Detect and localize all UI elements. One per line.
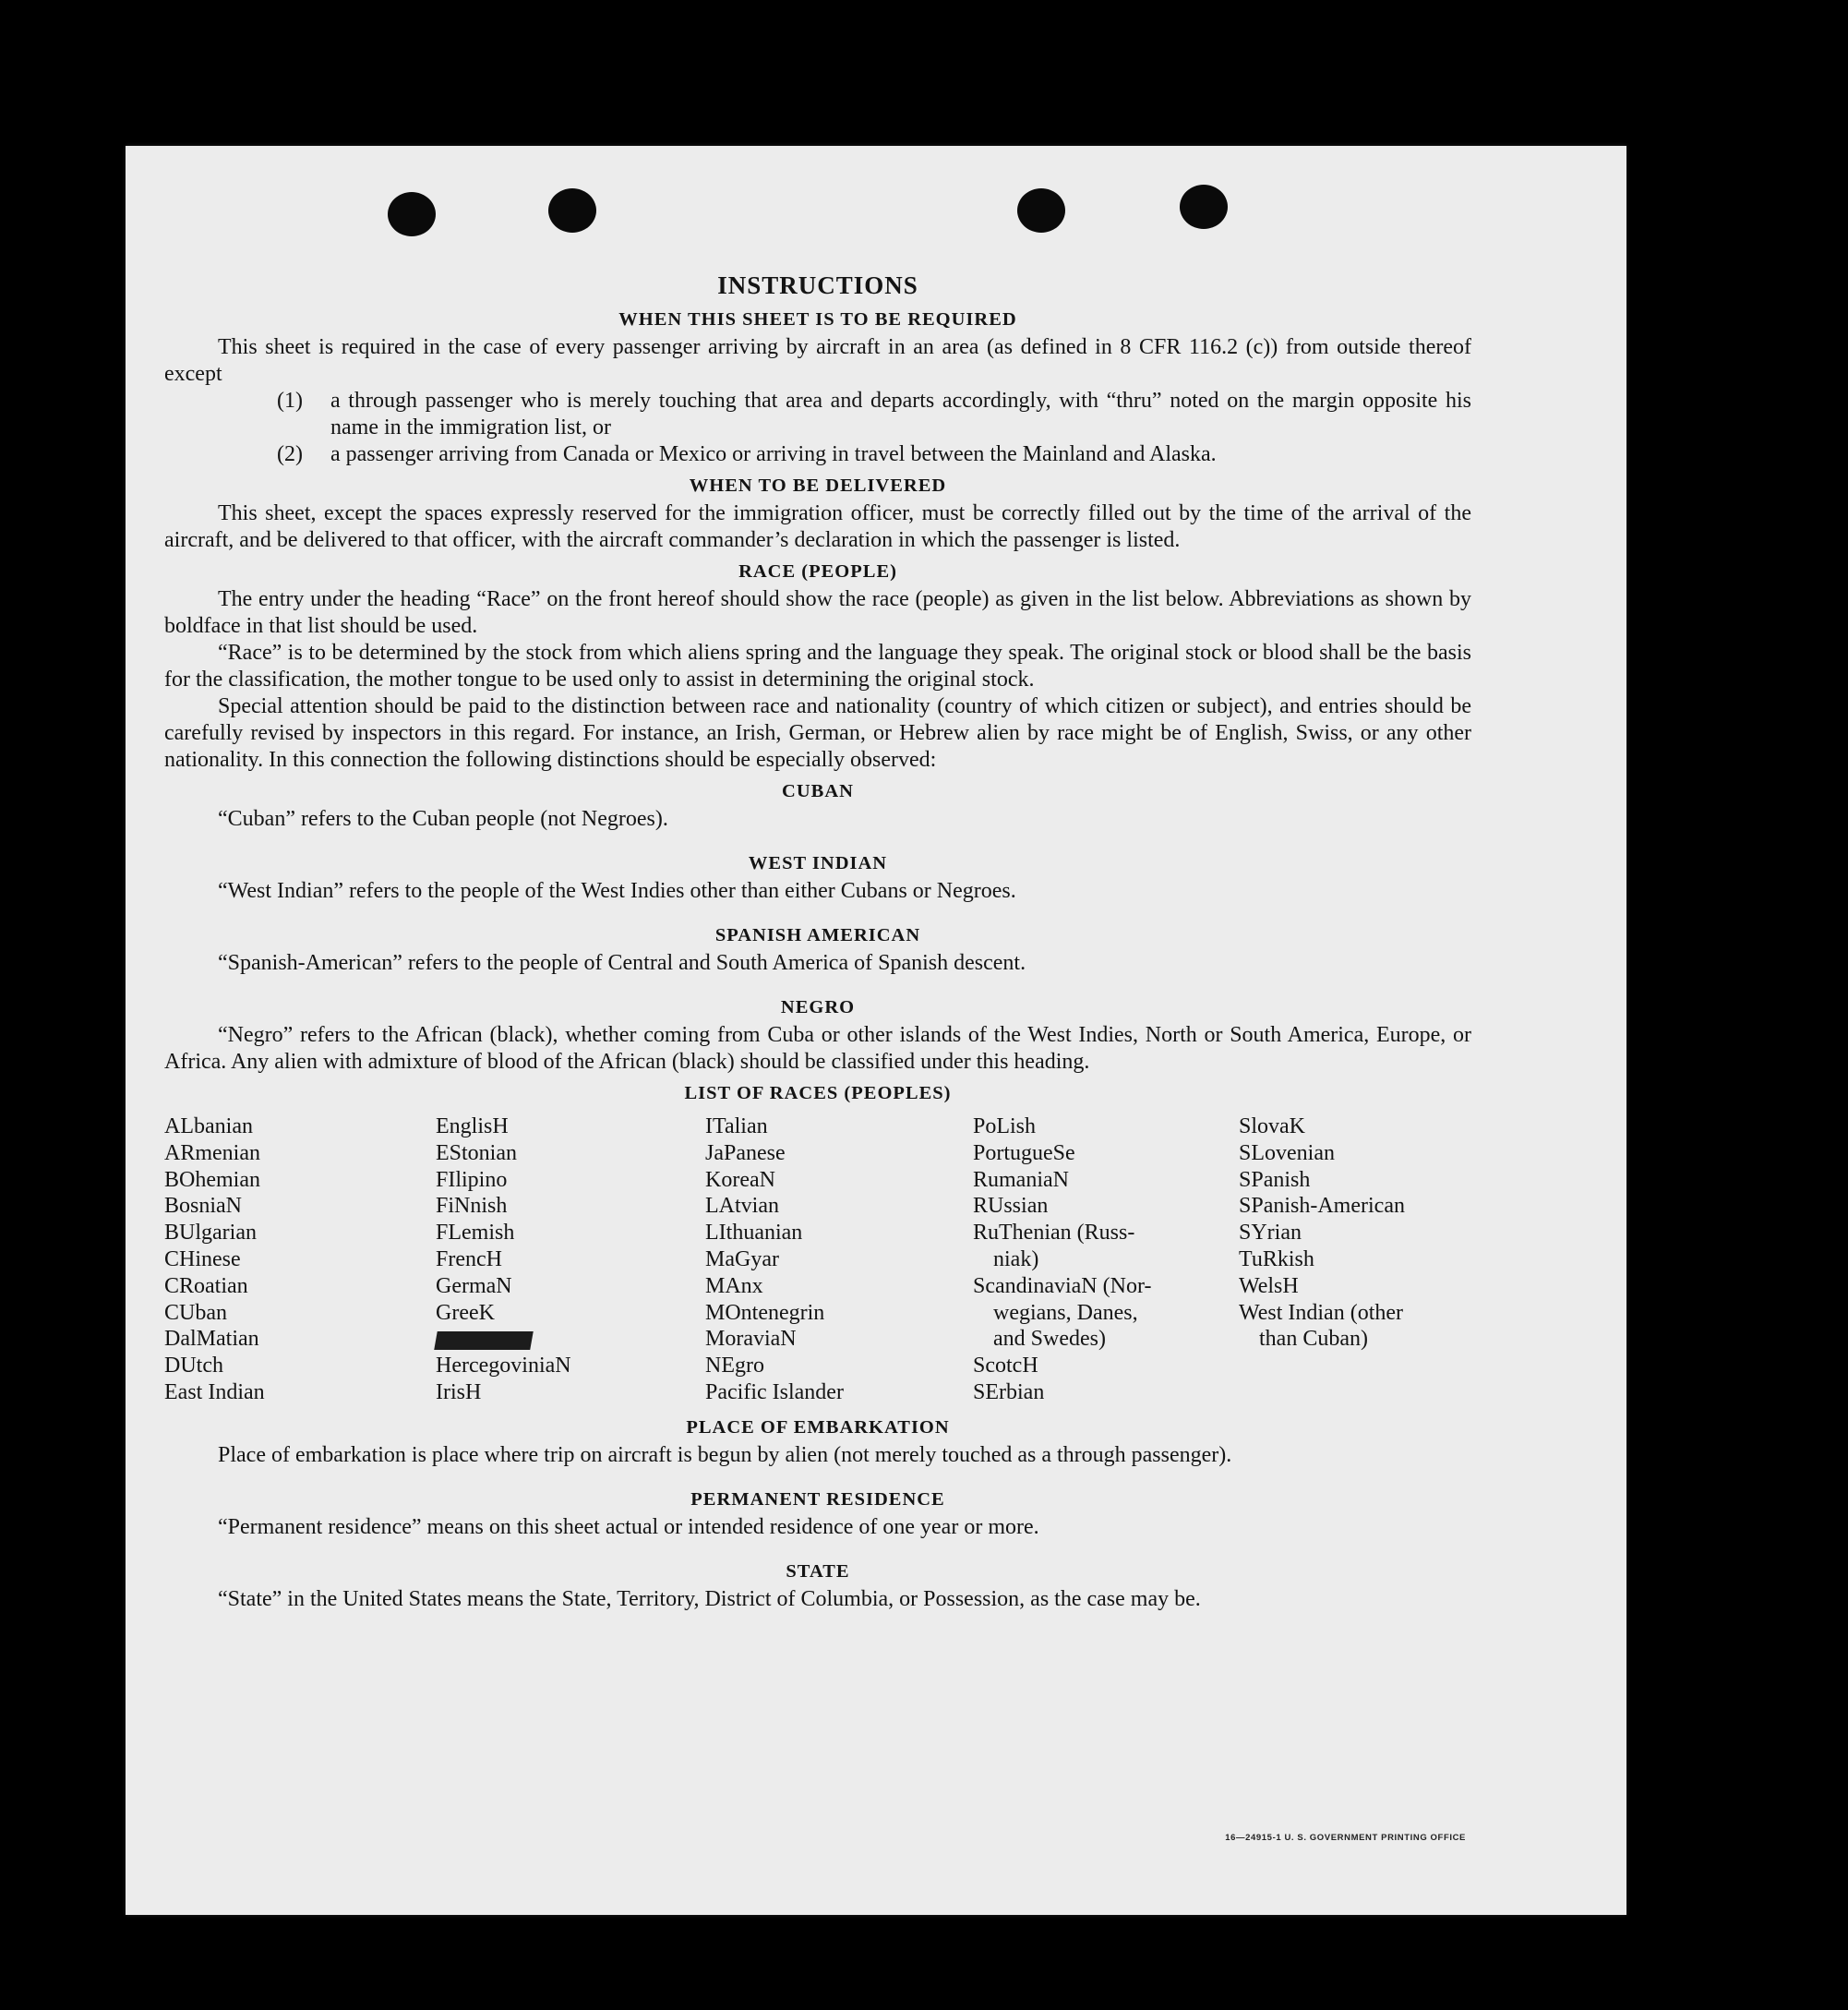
punch-hole <box>548 188 596 233</box>
race-entry: IrisH <box>436 1379 482 1404</box>
race-entry: SYrian <box>1239 1221 1302 1246</box>
race-entry: EnglisH <box>436 1114 509 1138</box>
race-entry-continuation: and Swedes) <box>993 1327 1106 1352</box>
race-entry: EStonian <box>436 1140 517 1165</box>
race-entry: Pacific Islander <box>705 1379 844 1404</box>
race-entry: NEgro <box>705 1354 764 1378</box>
race-entry: LAtvian <box>705 1194 779 1219</box>
section-heading-required: WHEN THIS SHEET IS TO BE REQUIRED <box>618 309 1017 330</box>
race-entry: FLemish <box>436 1221 515 1246</box>
race-entry: CHinese <box>164 1246 241 1271</box>
race-entry: MOntenegrin <box>705 1300 825 1325</box>
cuban-text: “Cuban” refers to the Cuban people (not Negroes). <box>218 807 668 831</box>
race-entry: RuThenian (Russ- <box>973 1221 1135 1246</box>
section-heading-spanish-american: SPANISH AMERICAN <box>714 925 921 945</box>
race-entry: JaPanese <box>705 1140 786 1165</box>
redacted-entry <box>436 1326 705 1353</box>
race-entry: FrencH <box>436 1246 502 1271</box>
race-entry-continuation: niak) <box>993 1246 1039 1271</box>
race-entry-continuation: wegians, Danes, <box>993 1300 1138 1325</box>
section-heading-cuban: CUBAN <box>782 781 854 801</box>
race-entry: KoreaN <box>705 1167 775 1192</box>
race-entry: ITalian <box>705 1114 768 1138</box>
section-heading-delivered: WHEN TO BE DELIVERED <box>689 475 947 496</box>
instructions-content <box>164 271 1471 1613</box>
section-heading-embarkation: PLACE OF EMBARKATION <box>686 1416 950 1438</box>
embarkation-text: Place of embarkation is place where trip on aircraft is begun by alien (not merely touched as a through passenger). <box>218 1442 1232 1467</box>
section-heading-races-list: LIST OF RACES (PEOPLES) <box>684 1083 952 1103</box>
section-heading-negro: NEGRO <box>780 997 856 1017</box>
race-entry: PoLish <box>973 1114 1037 1138</box>
spanish-american-text: “Spanish-American” refers to the people of Central and South America of Spanish descent. <box>218 951 1026 975</box>
race-entry: RUssian <box>973 1194 1049 1219</box>
race-entry: DalMatian <box>164 1327 259 1352</box>
state-text: “State” in the United States means the State, Territory, District of Columbia, or Possession, as the case may be. <box>218 1586 1201 1611</box>
race-entry: East Indian <box>164 1379 265 1404</box>
required-intro: This sheet is required in the case of every passenger arriving by aircraft in an area (as defined in 8 CFR 116.2 (c)) from outside thereof except <box>164 335 1471 386</box>
race-entry: CRoatian <box>164 1273 248 1298</box>
race-entry: SPanish <box>1239 1167 1311 1192</box>
race-entry: DUtch <box>164 1354 223 1378</box>
race-paragraph: Special attention should be paid to the distinction between race and nationality (country of which citizen or subject), and entries should be carefully revised by inspectors in this regard. For instance, an Irish, German, or Hebrew alien by race might be of English, Swiss, or any other nationality. In this connection the following distinctions should be especially observed: <box>164 694 1471 772</box>
race-entry-continuation: than Cuban) <box>1259 1327 1368 1352</box>
race-entry <box>1239 1379 1471 1406</box>
race-entry: TuRkish <box>1239 1246 1314 1271</box>
section-heading-west-indian: WEST INDIAN <box>748 853 888 873</box>
list-item-number: (2) <box>277 442 303 466</box>
race-entry <box>1239 1353 1471 1379</box>
race-entry: BUlgarian <box>164 1221 257 1246</box>
list-item <box>277 388 1471 441</box>
page-title: INSTRUCTIONS <box>717 271 918 299</box>
document-sheet <box>126 146 1626 1915</box>
list-item <box>277 441 1471 468</box>
list-item-text: a passenger arriving from Canada or Mexico or arriving in travel between the Mainland and Alaska. <box>330 442 1217 466</box>
race-entry: SErbian <box>973 1379 1045 1404</box>
printer-mark: 16—24915-1 U. S. GOVERNMENT PRINTING OFFICE <box>1225 1833 1466 1843</box>
section-heading-race: RACE (PEOPLE) <box>738 561 897 582</box>
race-entry: SlovaK <box>1239 1114 1305 1138</box>
race-entry: BosniaN <box>164 1194 242 1219</box>
residence-text: “Permanent residence” means on this sheet actual or intended residence of one year or more. <box>218 1514 1039 1539</box>
section-heading-state: STATE <box>786 1560 850 1582</box>
punch-hole <box>388 192 436 236</box>
race-entry: ARmenian <box>164 1140 260 1165</box>
race-entry: HercegoviniaN <box>436 1354 571 1378</box>
race-entry: BOhemian <box>164 1167 260 1192</box>
race-paragraph: “Race” is to be determined by the stock from which aliens spring and the language they speak. The original stock or blood shall be the basis for the classification, the mother tongue to be used only to assist in determining the original stock. <box>164 641 1471 692</box>
list-item-text: a through passenger who is merely touching that area and departs accordingly, with “thru” noted on the margin opposite his name in the immigration list, or <box>330 389 1471 439</box>
punch-hole <box>1180 185 1228 229</box>
race-entry: MAnx <box>705 1273 763 1298</box>
race-entry: PortugueSe <box>973 1140 1075 1165</box>
race-entry: FIlipino <box>436 1167 508 1192</box>
list-item-number: (1) <box>277 389 303 413</box>
section-heading-residence: PERMANENT RESIDENCE <box>690 1488 945 1510</box>
race-entry: LIthuanian <box>705 1221 803 1246</box>
race-entry: MoraviaN <box>705 1327 797 1352</box>
race-entry: ALbanian <box>164 1114 253 1138</box>
race-entry: West Indian (other <box>1239 1300 1404 1325</box>
race-entry: SPanish-American <box>1239 1194 1405 1219</box>
race-entry: CUban <box>164 1300 227 1325</box>
west-indian-text: “West Indian” refers to the people of the West Indies other than either Cubans or Negroes. <box>218 879 1016 903</box>
race-entry: GreeK <box>436 1300 495 1325</box>
redaction-mark <box>434 1331 534 1350</box>
punch-hole <box>1017 188 1065 233</box>
race-entry: ScandinaviaN (Nor- <box>973 1273 1152 1298</box>
race-entry: SLovenian <box>1239 1140 1335 1165</box>
delivered-text: This sheet, except the spaces expressly reserved for the immigration officer, must be correctly filled out by the time of the arrival of the aircraft, and be delivered to that officer, with the aircraft commander’s declaration in which the passenger is listed. <box>164 501 1471 552</box>
race-entry: RumaniaN <box>973 1167 1069 1192</box>
race-entry: ScotcH <box>973 1354 1038 1378</box>
race-entry: FiNnish <box>436 1194 508 1219</box>
races-list <box>164 1113 1471 1406</box>
race-paragraph: The entry under the heading “Race” on the front hereof should show the race (people) as given in the list below. Abbreviations as shown by boldface in that list should be used. <box>164 587 1471 638</box>
race-entry: WelsH <box>1239 1273 1299 1298</box>
race-entry: MaGyar <box>705 1246 779 1271</box>
negro-text: “Negro” refers to the African (black), whether coming from Cuba or other islands of the West Indies, North or South America, Europe, or Africa. Any alien with admixture of blood of the African (black) should be classified under this heading. <box>164 1023 1471 1074</box>
race-entry: GermaN <box>436 1273 512 1298</box>
